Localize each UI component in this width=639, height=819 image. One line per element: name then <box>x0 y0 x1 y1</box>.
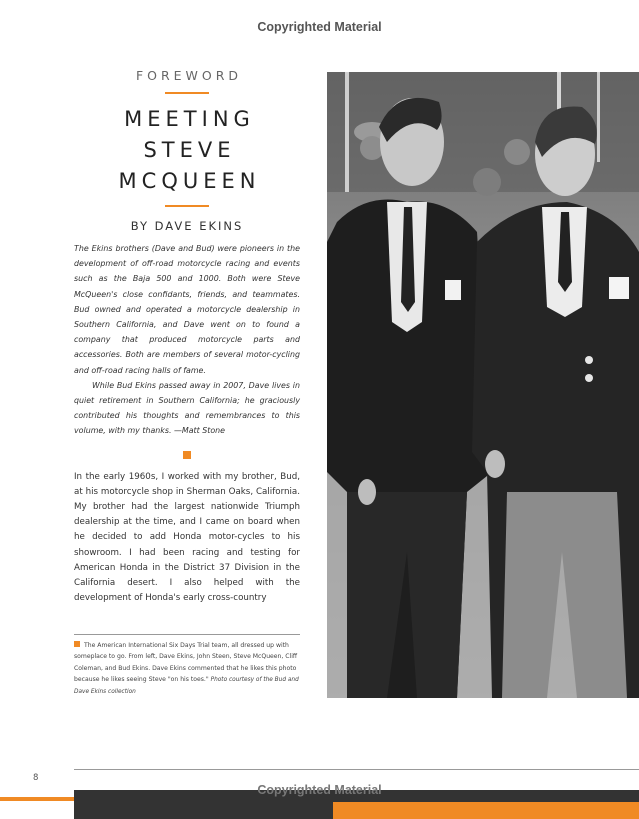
photo-caption <box>74 640 300 698</box>
title-line: MEETING <box>124 107 255 131</box>
title-line: STEVE <box>143 138 236 162</box>
photo-illustration <box>327 72 639 698</box>
caption-divider <box>74 634 300 635</box>
photo <box>327 72 639 698</box>
intro-paragraph: The Ekins brothers (Dave and Bud) were pioneers in the development of off-road motorcycle racing and events such as the Baja 500 and 1000. Both were Steve McQueen's close confidants, friends, and teammates. Bud owned and operated a motorcycle dealership in Southern California, and Dave went on to found a company that produced motorcycle parts and accessories. Both are members of several motor-cycling and off-road racing halls of fame. <box>74 244 300 375</box>
orange-divider <box>165 205 209 207</box>
byline: BY DAVE EKINS <box>130 219 244 233</box>
caption-marker-square <box>74 641 80 647</box>
caption-text: The American International Six Days Trial team, all dressed up with someplace to go. From left, Dave Ekins, John Steen, Steve McQueen, Cliff Coleman, and Bud Ekins. Dave Ekins commented that he likes this photo because he likes seeing Steve "on his toes." <box>74 642 298 683</box>
chapter-title <box>79 104 300 197</box>
copyright-watermark-top: Copyrighted Material <box>257 20 382 34</box>
body-text <box>74 470 300 607</box>
section-marker-square <box>183 451 191 459</box>
page-number: 8 <box>33 773 39 783</box>
footer-orange-bar-right <box>333 802 639 819</box>
caption-credit: Photo courtesy of the Bud and Dave Ekins collection <box>74 676 299 696</box>
body-paragraph: In the early 1960s, I worked with my brother, Bud, at his motorcycle shop in Sherman Oaks, California. My brother had the largest nationwide Triumph dealership at the time, and I came on board when he decided to add Honda motor-cycles to his showroom. I had been racing and testing for American Honda in the District 37 Division in the California desert. I also helped with the development of Honda's early cross-country <box>74 471 300 604</box>
text-column <box>74 68 300 606</box>
footer-orange-bar-left <box>0 797 74 801</box>
intro-italic <box>74 241 300 439</box>
orange-divider <box>165 92 209 94</box>
title-line: MCQUEEN <box>118 169 261 193</box>
intro-paragraph: While Bud Ekins passed away in 2007, Dave lives in quiet retirement in Southern California; he graciously contributed his thoughts and remembrances to this volume, with my thanks. —Matt Stone <box>74 380 300 436</box>
copyright-watermark-bottom: Copyrighted Material <box>257 783 382 797</box>
footer-divider <box>74 769 639 770</box>
chapter-label: FOREWORD <box>135 68 243 83</box>
